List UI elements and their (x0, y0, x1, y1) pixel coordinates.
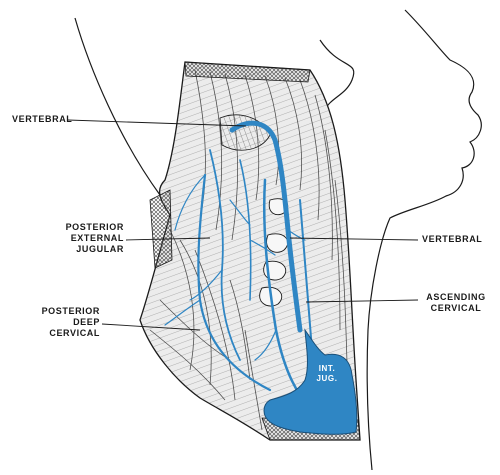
label-line: JUG. (316, 374, 338, 383)
label-line: JUGULAR (76, 244, 124, 254)
label-vertebral-right: VERTEBRAL (422, 234, 483, 244)
label-line: EXTERNAL (70, 233, 124, 243)
label-line: INT. (318, 364, 336, 373)
label-posterior-deep-cervical (20, 306, 100, 339)
label-line: DEEP (73, 317, 100, 327)
label-line: ASCENDING (426, 292, 486, 302)
label-vertebral-top: VERTEBRAL (12, 114, 73, 124)
label-line: POSTERIOR (41, 306, 100, 316)
label-line: CERVICAL (430, 303, 482, 313)
label-ascending-cervical (418, 292, 494, 314)
label-line: CERVICAL (49, 328, 100, 338)
label-line: POSTERIOR (65, 222, 124, 232)
label-posterior-external-jugular (40, 222, 124, 255)
label-int-jug (312, 364, 342, 384)
